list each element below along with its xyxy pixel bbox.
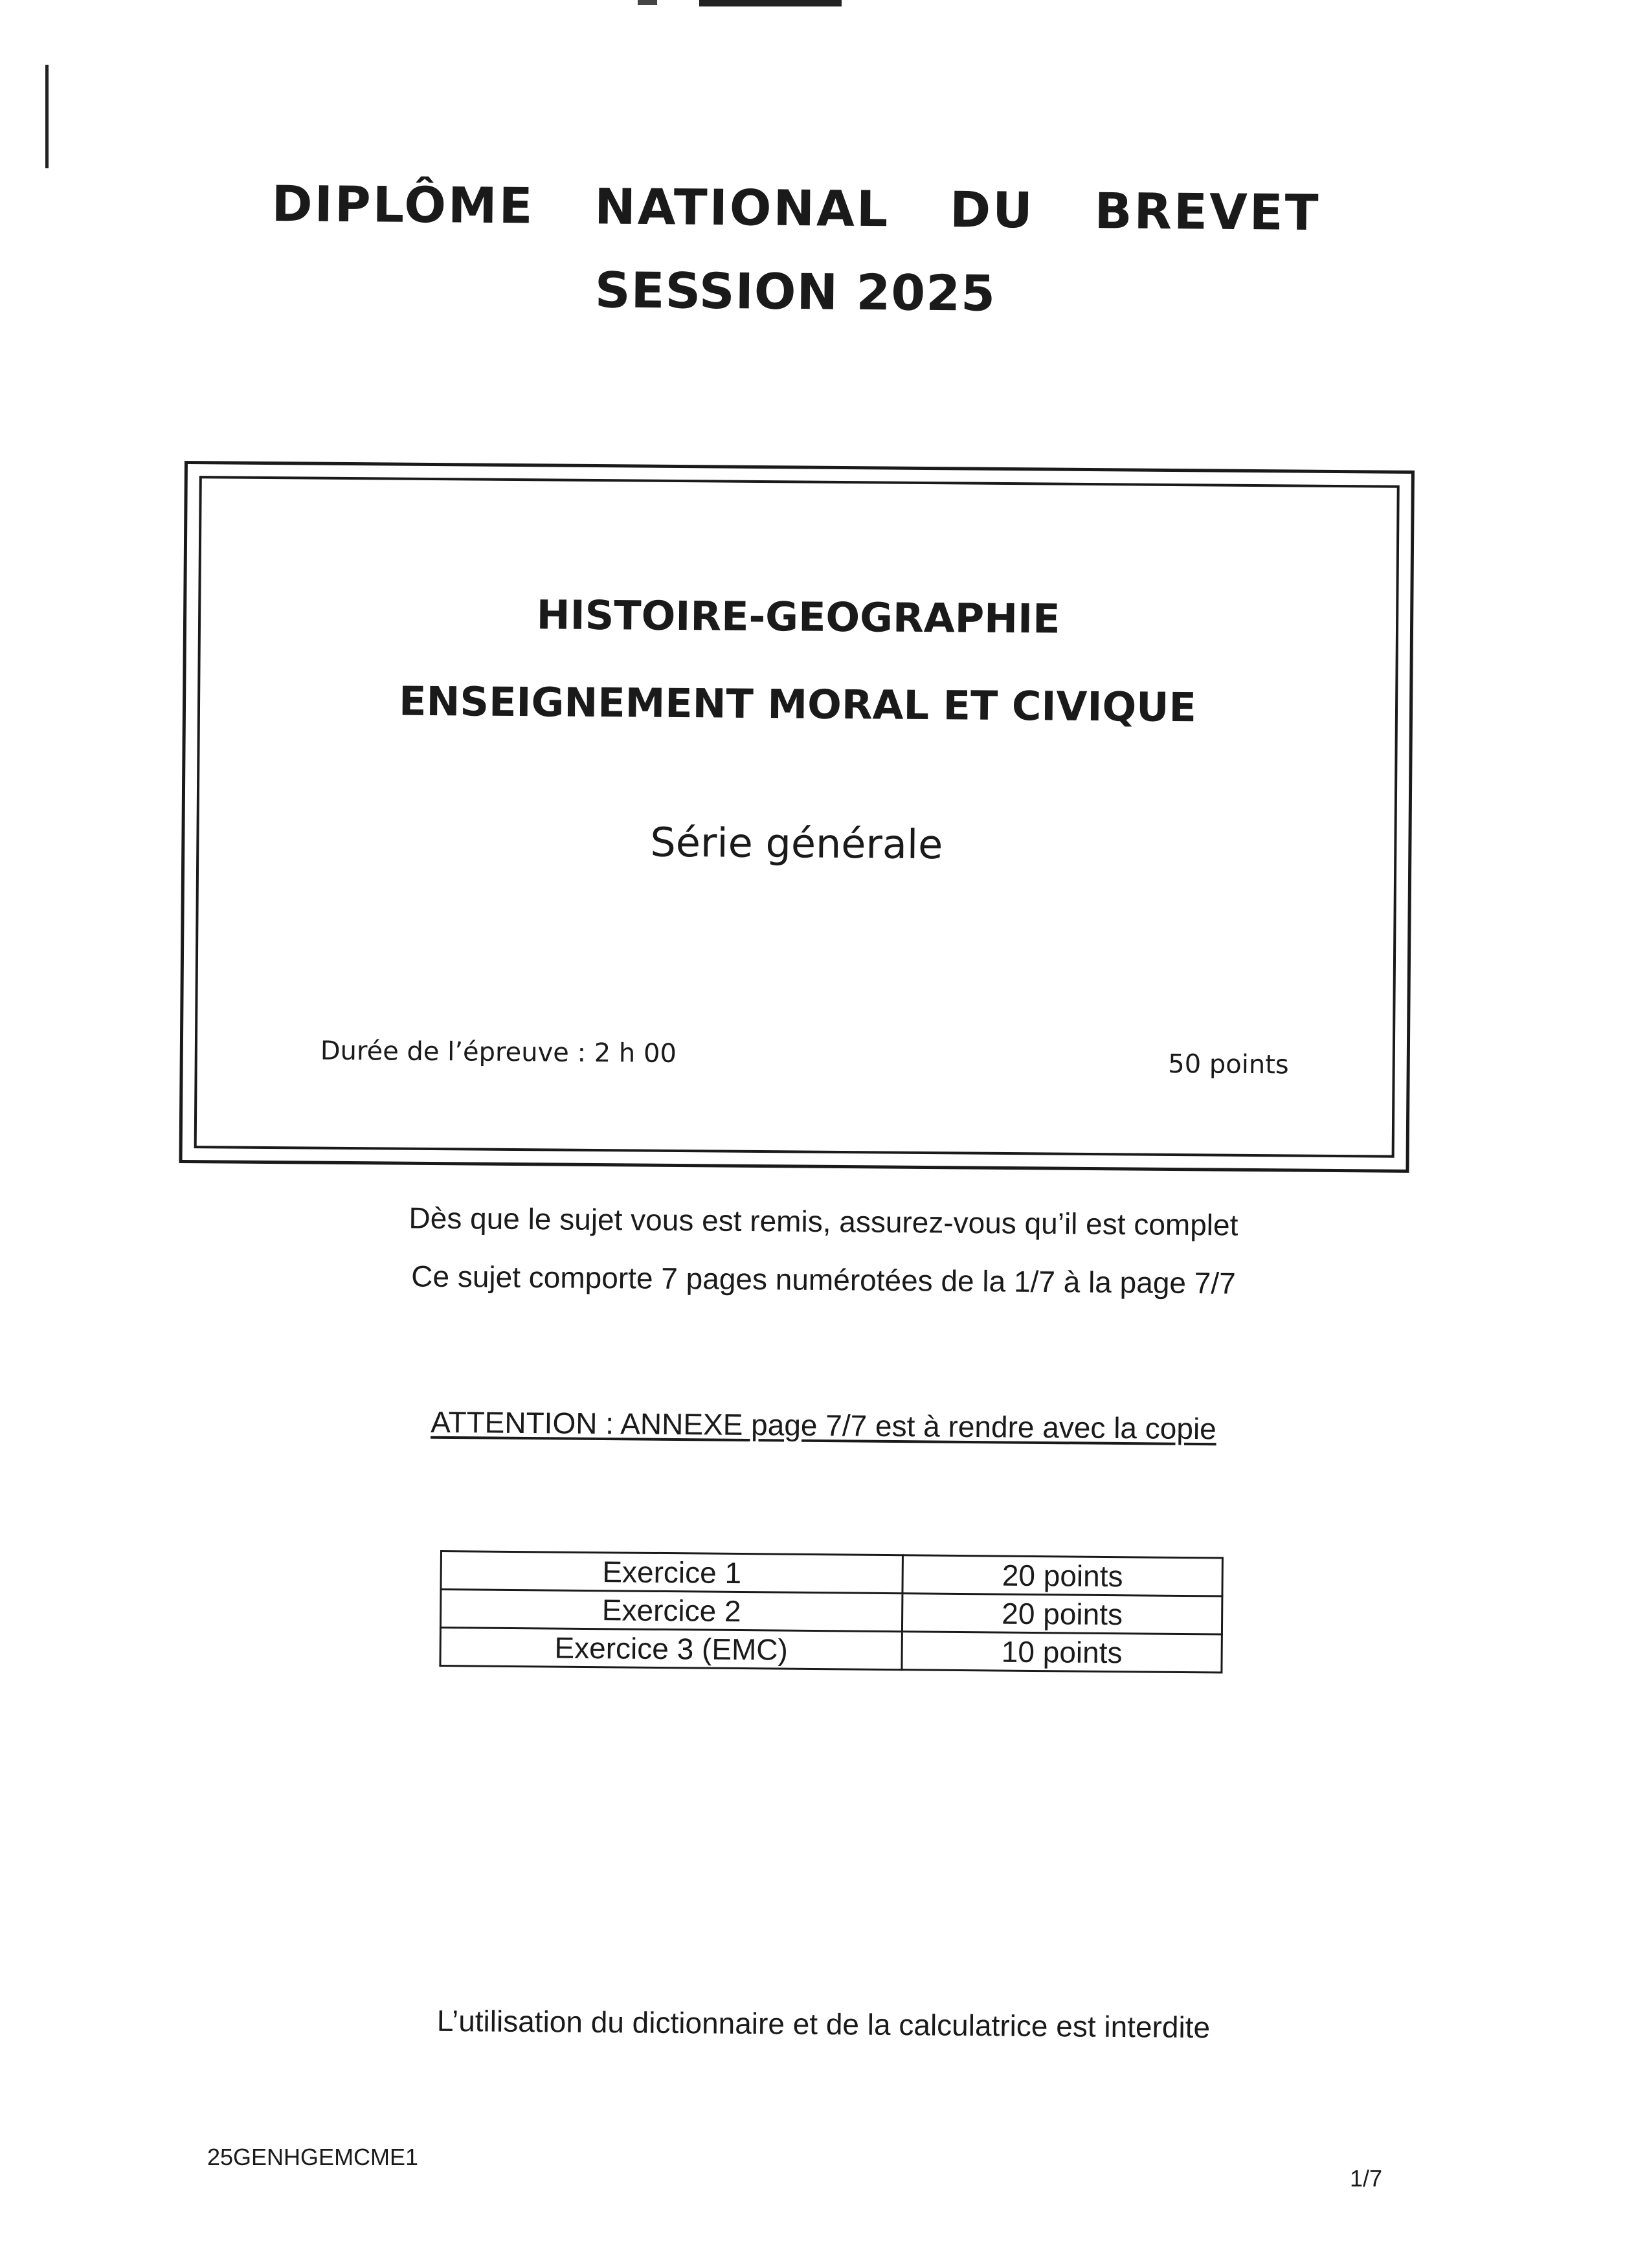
- serie-label: Série générale: [650, 818, 943, 869]
- points-cell: 20 points: [902, 1555, 1222, 1596]
- subject-title-secondary: ENSEIGNEMENT MORAL ET CIVIQUE: [398, 677, 1197, 731]
- subject-code: 25GENHGEMCME1: [207, 2144, 419, 2170]
- page-count-notice: Ce sujet comporte 7 pages numérotées de la 1/7 à la page 7/7: [411, 1259, 1236, 1300]
- completeness-notice: Dès que le sujet vous est remis, assurez-vous qu’il est complet: [409, 1201, 1238, 1242]
- points-cell: 20 points: [902, 1594, 1222, 1634]
- points-cell: 10 points: [902, 1632, 1222, 1673]
- title-word: BREVET: [1094, 182, 1321, 242]
- scan-artifact: [45, 65, 49, 168]
- exercise-cell: Exercice 2: [440, 1590, 902, 1632]
- session-label: SESSION 2025: [594, 261, 996, 322]
- subject-frame-inner: [194, 476, 1400, 1158]
- exercise-cell: Exercice 3 (EMC): [440, 1628, 902, 1670]
- subject-title: HISTOIRE-GEOGRAPHIE: [536, 591, 1060, 643]
- attention-notice: [0, 1401, 1647, 1450]
- title-word: NATIONAL: [594, 177, 890, 238]
- attention-text: ATTENTION : ANNEXE page 7/7 est à rendre avec la copie: [430, 1405, 1217, 1446]
- table-row: [441, 1551, 1222, 1597]
- page-number: 1/7: [1350, 2165, 1383, 2192]
- exercise-cell: Exercice 1: [441, 1551, 902, 1594]
- subject-frame: [179, 461, 1414, 1173]
- table-row: [440, 1628, 1222, 1673]
- title-word: DIPLÔME: [271, 175, 535, 235]
- scan-artifact: [699, 0, 842, 6]
- title-word: DU: [949, 181, 1035, 239]
- score-table: [439, 1550, 1224, 1674]
- table-row: [440, 1590, 1222, 1635]
- rules-notice: L’utilisation du dictionnaire et de la calculatrice est interdite: [436, 2003, 1211, 2045]
- exam-title: [271, 175, 1321, 325]
- duration-label: Durée de l’épreuve : 2 h 00: [320, 1036, 677, 1069]
- total-points-label: 50 points: [1168, 1049, 1289, 1080]
- exam-title-line: [271, 175, 1321, 241]
- scan-artifact: [638, 0, 657, 5]
